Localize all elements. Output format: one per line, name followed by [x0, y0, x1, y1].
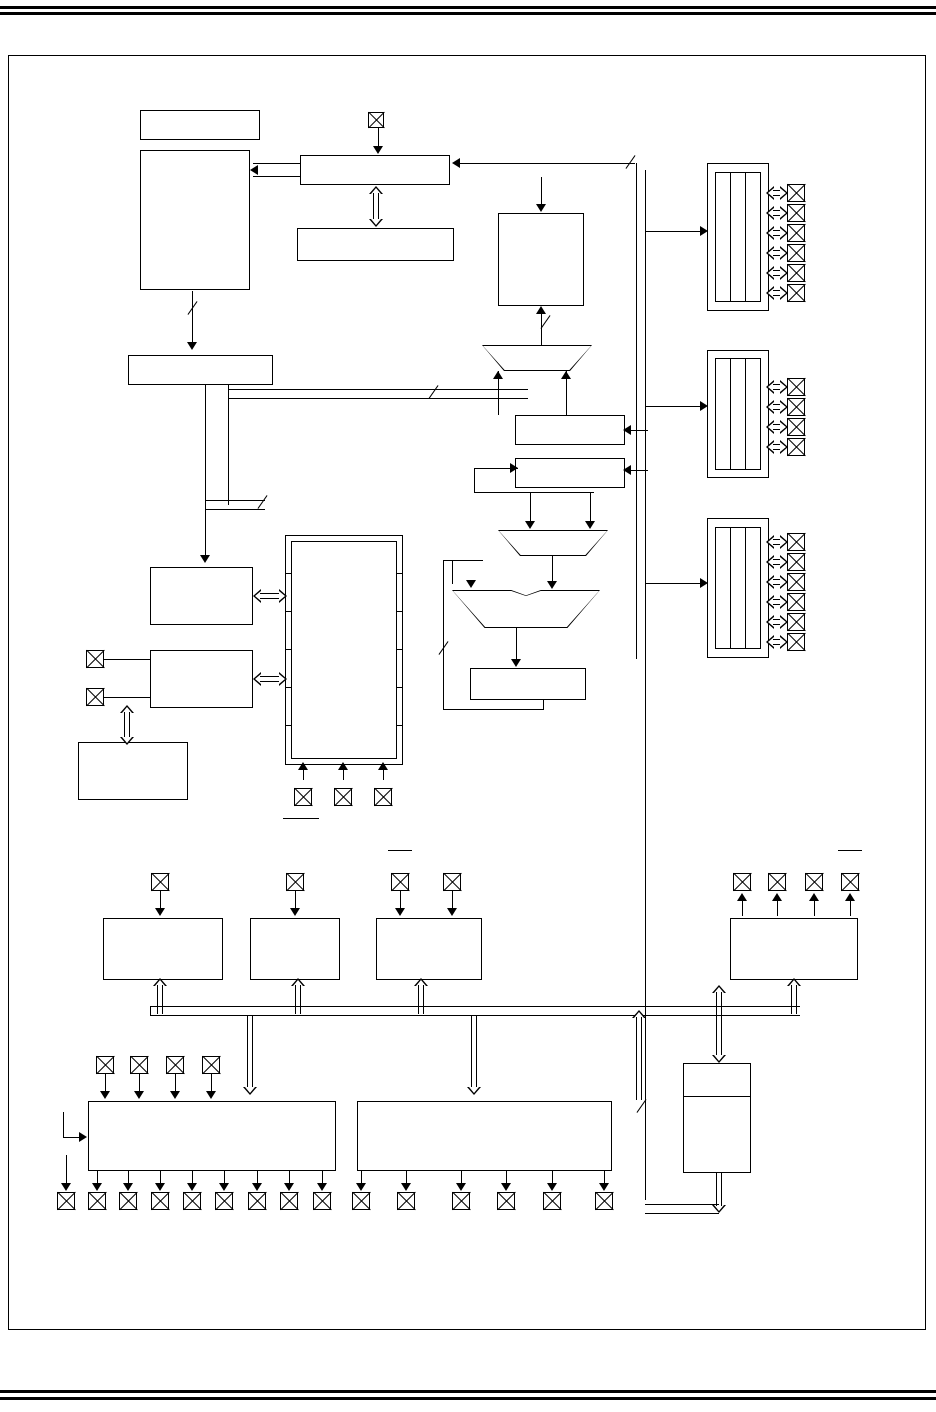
pad-per2-in — [286, 873, 304, 891]
pad-per4-io-0 — [733, 873, 751, 891]
port-c-io-2 — [766, 575, 788, 589]
wire-per3-in-b — [452, 891, 453, 909]
arrowhead-down — [123, 1183, 133, 1191]
arrowhead-up — [845, 893, 855, 901]
peripheral-bus-left-cap — [150, 1006, 151, 1016]
pad-xtal2 — [86, 688, 104, 706]
arrowhead-left — [250, 165, 258, 175]
pad-pa2 — [787, 224, 805, 242]
block-cpu — [140, 150, 250, 290]
wire-alu-fb-bottom — [443, 709, 543, 710]
pad-out-13 — [543, 1192, 561, 1210]
bus-to-bottom-2 — [467, 1015, 481, 1095]
wire-ctrl-0 — [105, 1074, 106, 1092]
arrowhead-right — [510, 463, 518, 473]
block-control-register-2 — [297, 228, 454, 261]
arrowhead-right — [79, 1132, 87, 1142]
page-rule-bottom-inner — [0, 1390, 936, 1393]
block-top-small — [140, 110, 260, 140]
bidir-control-link — [369, 186, 383, 227]
port-b-io-1 — [766, 400, 788, 414]
wire-bus-to-port-a — [645, 231, 702, 232]
block-control-register — [300, 155, 450, 185]
block-peripheral-4 — [730, 918, 858, 980]
block-oscillator — [78, 742, 188, 800]
pad-per4-io-2 — [805, 873, 823, 891]
pad-pb1 — [787, 398, 805, 416]
pad-ctrl-1 — [130, 1056, 148, 1074]
pad-pb2 — [787, 418, 805, 436]
pad-ctrl-3 — [202, 1056, 220, 1074]
block-register-b — [515, 458, 625, 488]
page-rule-bottom-outer — [0, 1397, 936, 1400]
port-a-io-4 — [766, 266, 788, 280]
wire-xtal1 — [104, 659, 150, 660]
arrowhead-right — [700, 401, 708, 411]
arrowhead-up — [561, 371, 571, 379]
pad-out-11 — [452, 1192, 470, 1210]
pad-pa0 — [787, 184, 805, 202]
pad-out-8 — [313, 1192, 331, 1210]
port-a-div-1 — [730, 172, 731, 302]
pad-pa3 — [787, 244, 805, 262]
pad-out-9 — [352, 1192, 370, 1210]
arrowhead-down — [356, 1183, 366, 1191]
arrowhead-down — [456, 1183, 466, 1191]
wire-reg-to-mux2-b — [590, 492, 591, 522]
bus-to-peripheral-4 — [787, 978, 801, 1014]
wire-xtal2 — [104, 697, 150, 698]
peripheral-bus-rail-a — [150, 1006, 800, 1007]
pad-vcc — [294, 788, 312, 806]
arrowhead-down — [61, 1183, 71, 1191]
bidir-regfile-left-b — [253, 672, 287, 686]
bidir-bottom-right-link — [712, 985, 726, 1063]
arrowhead-down — [395, 908, 405, 916]
bus-to-peripheral-1 — [153, 978, 167, 1014]
port-b-div-1 — [730, 358, 731, 470]
arrowhead-down — [219, 1183, 229, 1191]
arrowhead-up — [493, 371, 503, 379]
block-memory — [683, 1063, 751, 1173]
arrowhead-right — [700, 226, 708, 236]
wire-reg-to-mux2-a — [530, 492, 531, 522]
page-rule-top-inner — [0, 12, 936, 15]
port-c-io-1 — [766, 555, 788, 569]
port-a-io-5 — [766, 286, 788, 300]
port-c-io-4 — [766, 615, 788, 629]
signal-overline-2 — [388, 850, 412, 851]
bus-interrupt-up — [632, 1010, 646, 1100]
bidir-regfile-left-a — [253, 589, 287, 603]
block-peripheral-1 — [103, 918, 223, 980]
pad-pa5 — [787, 284, 805, 302]
wire-control-to-cpu-b — [253, 176, 300, 177]
arrowhead-down — [401, 1183, 411, 1191]
wire-alu-feedback-a — [443, 560, 444, 710]
arrowhead-down — [317, 1183, 327, 1191]
arrowhead-up — [737, 893, 747, 901]
pad-pa1 — [787, 204, 805, 222]
wire-bus-to-memory-h — [645, 1204, 719, 1205]
arrowhead-down — [547, 1183, 557, 1191]
arrowhead-down — [200, 555, 210, 563]
wire-alu-fb-up — [543, 700, 544, 710]
wire-left-feed-v — [63, 1112, 64, 1137]
pad-per3-in-b — [443, 873, 461, 891]
arrowhead-up — [298, 762, 308, 770]
port-c-div-1 — [730, 527, 731, 649]
block-peripheral-2 — [250, 918, 340, 980]
port-b-io-2 — [766, 420, 788, 434]
pad-out-0 — [57, 1192, 75, 1210]
bus-to-memory — [712, 1173, 726, 1213]
port-b-inner — [715, 358, 761, 470]
wire-bus-to-memory-h2 — [645, 1213, 719, 1214]
memory-divider — [683, 1096, 751, 1097]
port-a-div-2 — [745, 172, 746, 302]
bus-data-branch-2 — [205, 509, 265, 510]
port-c-io-5 — [766, 635, 788, 649]
arrowhead-down — [170, 1091, 180, 1099]
arrowhead-down — [134, 1091, 144, 1099]
arrowhead-up — [772, 893, 782, 901]
bus-data-a — [228, 389, 528, 390]
wire-ctrl-2 — [175, 1074, 176, 1092]
port-c-div-2 — [745, 527, 746, 649]
wire-ctrl-3 — [211, 1074, 212, 1092]
bus-top-horizontal — [455, 163, 635, 164]
pad-pc5 — [787, 633, 805, 651]
block-status-register — [470, 668, 586, 700]
bus-to-peripheral-3 — [414, 978, 428, 1014]
pad-out-5 — [215, 1192, 233, 1210]
pad-per1-in — [151, 873, 169, 891]
arrowhead-down — [252, 1183, 262, 1191]
wire-out-0 — [66, 1155, 67, 1185]
arrowhead-up — [809, 893, 819, 901]
pad-pc4 — [787, 613, 805, 631]
pad-reset-input — [368, 112, 384, 128]
register-file-outline — [291, 541, 397, 759]
wire-reg-b-tap — [474, 468, 475, 492]
arrowhead-right — [700, 578, 708, 588]
wire-ctrl-1 — [139, 1074, 140, 1092]
block-addr-unit — [150, 567, 253, 625]
bus-data-branch — [205, 500, 265, 501]
wire-control-to-cpu-a — [253, 163, 300, 164]
arrowhead-down — [284, 1183, 294, 1191]
pad-out-7 — [280, 1192, 298, 1210]
pad-out-4 — [183, 1192, 201, 1210]
pad-per4-io-3 — [841, 873, 859, 891]
pad-out-12 — [497, 1192, 515, 1210]
arrowhead-left — [623, 425, 631, 435]
bus-to-bottom-1 — [243, 1015, 257, 1095]
wire-cpu-down — [192, 291, 193, 343]
block-peripheral-3 — [376, 918, 482, 980]
arrowhead-down — [585, 521, 595, 529]
arrowhead-down — [187, 1183, 197, 1191]
arrowhead-down — [92, 1183, 102, 1191]
arrowhead-down — [547, 581, 557, 589]
pad-per3-in-a — [391, 873, 409, 891]
port-b-io-0 — [766, 380, 788, 394]
pad-pc0 — [787, 533, 805, 551]
port-c-io-3 — [766, 595, 788, 609]
arrowhead-down — [100, 1091, 110, 1099]
block-timer — [498, 213, 584, 306]
bus-data-b — [228, 398, 528, 399]
pad-out-14 — [595, 1192, 613, 1210]
block-bottom-right — [357, 1101, 612, 1171]
wire-per1-in — [160, 891, 161, 909]
port-a-io-1 — [766, 206, 788, 220]
port-a-inner — [715, 172, 761, 302]
signal-overline-1 — [283, 818, 319, 819]
pad-pb3 — [787, 438, 805, 456]
bidir-osc-link — [120, 705, 134, 745]
pad-pa4 — [787, 264, 805, 282]
wire-alu-feedback-b — [452, 560, 453, 584]
pad-out-6 — [248, 1192, 266, 1210]
arrowhead-down — [466, 580, 476, 588]
wire-per2-in — [295, 891, 296, 909]
block-bus-latch — [128, 355, 273, 385]
block-bottom-left — [88, 1101, 336, 1171]
wire-alu-to-status — [516, 628, 517, 660]
pad-xtal1 — [86, 650, 104, 668]
pad-out-10 — [397, 1192, 415, 1210]
block-interface-unit — [150, 650, 253, 708]
arrowhead-left — [452, 158, 460, 168]
arrowhead-up — [378, 762, 388, 770]
bus-to-peripheral-2 — [291, 978, 305, 1014]
wire-bus-to-reg-a — [628, 430, 648, 431]
pad-gnd — [334, 788, 352, 806]
block-register-a — [515, 415, 625, 445]
arrowhead-down — [447, 908, 457, 916]
page-rule-top-outer — [0, 6, 936, 9]
pad-out-2 — [119, 1192, 137, 1210]
pad-per4-io-1 — [768, 873, 786, 891]
wire-pad-to-control — [378, 128, 379, 147]
pad-pc3 — [787, 593, 805, 611]
arrowhead-up — [536, 306, 546, 314]
arrowhead-down — [290, 908, 300, 916]
port-a-io-0 — [766, 186, 788, 200]
pad-ctrl-2 — [166, 1056, 184, 1074]
pad-pc1 — [787, 553, 805, 571]
wire-bus-to-timer — [541, 177, 542, 205]
port-a-io-2 — [766, 226, 788, 240]
port-b-div-2 — [745, 358, 746, 470]
port-c-io-0 — [766, 535, 788, 549]
bus-right-vertical-a — [636, 163, 637, 659]
arrowhead-down — [187, 342, 197, 350]
wire-bus-to-port-c — [645, 583, 702, 584]
arrowhead-down — [536, 204, 546, 212]
wire-reg-b-out — [474, 492, 594, 493]
arrowhead-down — [599, 1183, 609, 1191]
arrowhead-down — [511, 659, 521, 667]
wire-bus-to-port-b — [645, 406, 702, 407]
pad-pb0 — [787, 378, 805, 396]
arrowhead-down — [525, 521, 535, 529]
signal-overline-3 — [838, 850, 862, 851]
arrowhead-down — [155, 1183, 165, 1191]
arrowhead-down — [206, 1091, 216, 1099]
arrowhead-down — [155, 908, 165, 916]
pad-ctrl-0 — [96, 1056, 114, 1074]
port-c-inner — [715, 527, 761, 649]
bus-data-down-a — [228, 385, 229, 505]
wire-mux2-to-alu — [552, 556, 553, 582]
pad-out-1 — [88, 1192, 106, 1210]
arrowhead-left — [623, 465, 631, 475]
wire-bus-to-reg-b — [628, 470, 648, 471]
pad-out-3 — [151, 1192, 169, 1210]
bus-data-down-b — [205, 385, 206, 555]
arrowhead-up — [338, 762, 348, 770]
arrowhead-down — [373, 146, 383, 154]
wire-alu-fb-top — [443, 560, 483, 561]
pad-pc2 — [787, 573, 805, 591]
pad-avcc — [374, 788, 392, 806]
wire-per3-in-a — [400, 891, 401, 909]
port-a-io-3 — [766, 246, 788, 260]
arrowhead-down — [501, 1183, 511, 1191]
port-b-io-3 — [766, 440, 788, 454]
